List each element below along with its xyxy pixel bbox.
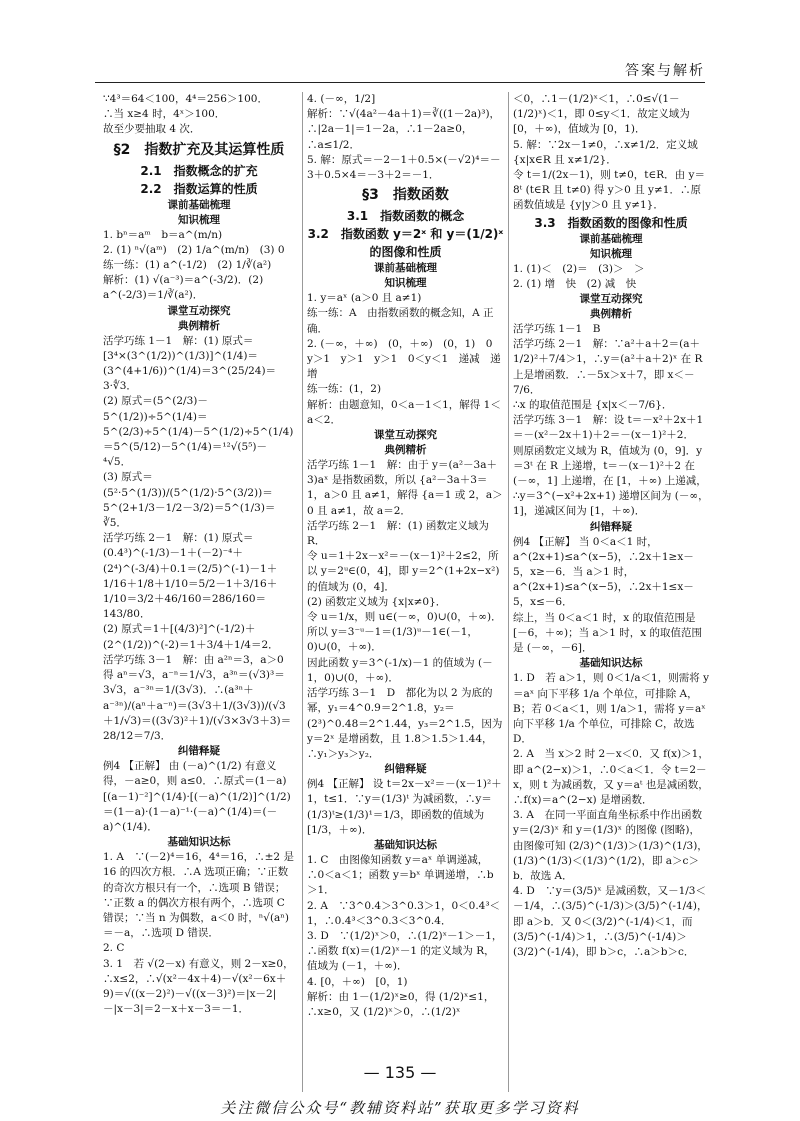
section-heading: 典例精析 xyxy=(178,319,220,332)
section-heading: 纠错释疑 xyxy=(590,520,632,533)
text-line: 4. [0，＋∞) [0，1) xyxy=(307,975,408,988)
text-line: 解析：由题意知，0＜a－1＜1，解得 1＜a＜2． xyxy=(307,398,501,426)
text-line: 例4 【正解】 当 0＜a＜1 时，a^(2x+1)≤a^(x−5)，∴2x＋1≥x－5，x≥－6．当 a＞1 时，a^(2x+1)≤a^(x−5)，∴2x＋1≤x－5，x≤－6． xyxy=(513,535,694,609)
text-line: 4. D ∵y＝(3/5)ˣ 是减函数，又－1/3＜－1/4，∴(3/5)^(-1/3)＞(3/5)^(-1/4)，即 a＞b．又 0＜(3/2)^(-1/4)＜1，而 (3/5)^(-1/4)＞1，∴(3/5)^(-1/4)＞(3/2)^(-1/4)，即 b＞c，∴a＞b＞c． xyxy=(513,885,708,958)
section-heading: 2.2 指数运算的性质 xyxy=(140,181,258,196)
section-heading: 课堂互动探究 xyxy=(579,293,643,306)
section-heading: 2.1 指数概念的扩充 xyxy=(140,163,258,178)
section-heading: 纠错释疑 xyxy=(384,763,427,776)
text-line: 2. (1) 增 快 (2) 减 快 xyxy=(513,277,637,290)
text-line: 2. A 当 x＞2 时 2－x＜0．又 f(x)＞1，即 a^(2−x)＞1，∴0＜a＜1．令 t＝2－x，则 t 为减函数，又 y＝aᵗ 也是减函数，∴f(x)＝a^(2−x) 是增函数． xyxy=(513,748,709,806)
text-line: 故至少要抽取 4 次． xyxy=(103,123,201,136)
section-heading: 课堂互动探究 xyxy=(374,429,437,442)
section-heading: §3 指数函数 xyxy=(362,187,449,204)
column-right xyxy=(508,92,709,1092)
text-line: 活学巧练 1－1 B xyxy=(513,323,601,336)
text-line: 5. 解：∵2x－1≠0，∴x≠1/2．定义域 {x|x∈R 且 x≠1/2}． xyxy=(513,138,698,166)
text-line: 活学巧练 3－1 解：设 t＝－x²＋2x＋1＝－(x²－2x＋1)＋2＝－(x－1)²＋2． xyxy=(513,414,704,442)
text-line: 活学巧练 2－1 解：(1) 原式＝(0.4³)^(-1/3)－1＋(－2)⁻⁴＋(2⁴)^(-3/4)＋0.1＝(2/5)^(-1)－1＋1/16＋1/8＋1/10＝5/2－1＋3/16＋1/10＝3/2＋46/160＝286/160＝143/80． xyxy=(103,532,278,621)
section-heading: 课前基础梳理 xyxy=(579,232,643,245)
text-line: 则原函数定义域为 R，值域为 (0，9]．y＝3ᵗ 在 R 上递增，t＝－(x－1)²＋2 在 (－∞，1] 上递增，在 [1，＋∞) 上递减， xyxy=(513,444,707,488)
text-line: 活学巧练 2－1 解：(1) 函数定义域为 R． xyxy=(307,519,489,548)
section-heading: 典例精析 xyxy=(590,308,632,321)
text-line: 3. A 在同一平面直角坐标系中作出函数 y＝(2/3)ˣ 和 y＝(1/3)ˣ 的图像 (图略)，由图像可知 (2/3)^(1/3)＞(1/3)^(1/3)，(1/3)^(1/3)＜(1/3)^(1/2)，即 a＞c＞b．故选 A． xyxy=(513,809,708,882)
page-number: — 135 — xyxy=(363,1063,437,1082)
text-line: (2) 函数定义域为 {x|x≠0}． xyxy=(307,595,447,608)
text-line: (2) 原式＝(5^(2/3)－5^(1/2))÷5^(1/4)＝5^(2/3)÷5^(1/4)－5^(1/2)÷5^(1/4)＝5^(5/12)－5^(1/4)＝¹²√(5⁵)－⁴√5． xyxy=(103,395,294,469)
section-heading: 课前基础梳理 xyxy=(167,198,231,211)
section-heading: 知识梳理 xyxy=(590,247,632,260)
text-line: 令 t＝1/(2x－1)，则 t≠0，t∈R．由 y＝8ᵗ (t∈R 且 t≠0) 得 y＞0 且 y≠1．∴原函数值域是 {y|y＞0 且 y≠1}． xyxy=(513,169,705,212)
section-heading: 典例精析 xyxy=(384,444,427,457)
text-line: 活学巧练 2－1 解：∵a²＋a＋2＝(a＋1/2)²＋7/4＞1，∴y＝(a²＋a＋2)ˣ 在 R 上是增函数．∴－5x＞x＋7，即 x＜－7/6． xyxy=(513,338,703,396)
text-line: 活学巧练 3－1 D 都化为以 2 为底的幂，y₁＝4^0.9＝2^1.8，y₂＝(2³)^0.48＝2^1.44，y₃＝2^1.5，因为 y＝2ˣ 是增函数，且 1.8＞1.5＞1.44，∴y₁＞y₃＞y₂． xyxy=(307,687,503,760)
section-heading: 课堂互动探究 xyxy=(167,304,231,317)
section-heading: 课前基础梳理 xyxy=(374,262,437,275)
section-heading: 3.3 指数函数的图像和性质 xyxy=(534,215,688,230)
text-line: ∵4³＝64＜100，4⁴＝256＞100． xyxy=(103,93,268,105)
section-heading: 知识梳理 xyxy=(178,213,220,226)
text-line: ＜0，∴1－(1/2)ˣ＜1，∴0≤√(1－(1/2)ˣ)＜1，即 0≤y＜1．故定义域为 [0，＋∞)，值域为 [0，1)． xyxy=(513,93,690,136)
text-line: 1. y＝aˣ (a＞0 且 a≠1) xyxy=(307,292,422,305)
text-line: 2. (－∞，＋∞) (0，＋∞) (0，1) 0 y＞1 y＞1 y＞1 0＜y＜1 递减 递增 xyxy=(307,337,503,381)
section-heading: 纠错释疑 xyxy=(178,745,220,758)
column-left xyxy=(103,92,295,1017)
section-heading: 基础知识达标 xyxy=(579,657,643,670)
section-heading: 基础知识达标 xyxy=(374,838,437,851)
section-heading: 知识梳理 xyxy=(384,277,427,290)
text-line: 活学巧练 1－1 解：由于 y＝(a²－3a＋3)aˣ 是指数函数，所以 {a²－3a＋3＝1，a＞0 且 a≠1，解得 {a＝1 或 2，a＞0 且 a≠1，故 a＝2． xyxy=(307,459,503,517)
page-header xyxy=(95,60,705,83)
text-line: 1. A ∵(－2)⁴＝16，4⁴＝16，∴±2 是 16 的四次方根．∴A 选项正确；∵正数的奇次方根只有一个，∴选项 B 错误；∵正数 a 的偶次方根有两个，∴选项 C 错误；∵当 n 为偶数，a＜0 时，ⁿ√(aⁿ)＝－a，∴选项 D 错误． xyxy=(103,851,294,940)
text-line: 3. D ∵(1/2)ˣ＞0，∴(1/2)ˣ－1＞－1，∴函数 f(x)＝(1/2)ˣ－1 的定义域为 R，值域为 (－1，＋∞)． xyxy=(307,929,503,973)
text-line: 4. (－∞，1/2] xyxy=(307,93,376,105)
footer-text: 关注微信公众号“教辅资料站”获取更多学习资料 xyxy=(220,1099,580,1117)
text-line: ∴y＝3^(−x²+2x+1) 递增区间为 (－∞，1]，递减区间为 [1，＋∞)． xyxy=(513,490,709,518)
text-line: 解析：由 1－(1/2)ˣ≥0，得 (1/2)ˣ≤1，∴x≥0，又 (1/2)ˣ＞0，∴(1/2)ˣ xyxy=(307,990,495,1018)
text-line: 例4 【正解】 由 (－a)^(1/2) 有意义得，－a≥0，则 a≤0．∴原式＝(1－a)[(a－1)⁻²]^(1/4)·[(－a)^(1/2)]^(1/2)＝(1－a)·(1－a)⁻¹·(－a)^(1/4)＝(－a)^(1/4)． xyxy=(103,760,291,833)
text-line: 1. bⁿ＝aᵐ b＝a^(m/n) xyxy=(103,228,223,241)
section-heading: 3.1 指数函数的概念 xyxy=(346,209,465,224)
text-line: 1. (1)＜ (2)＝ (3)＞ ＞ xyxy=(513,262,645,275)
text-line: 2. (1) ⁿ√(aᵐ) (2) 1/a^(m/n) (3) 0 xyxy=(103,243,285,256)
text-line: 练一练：A 由指数函数的概念知，A 正确． xyxy=(307,307,494,335)
text-line: 解析：(1) √(a⁻³)＝a^(-3/2)．(2) a^(-2/3)＝1/∛(a²)． xyxy=(103,274,264,302)
text-line: ∴x 的取值范围是 {x|x＜－7/6}． xyxy=(513,399,673,412)
text-line: 1. C 由图像知函数 y＝aˣ 单调递减，∴0＜a＜1；函数 y＝bˣ 单调递增，∴b＞1． xyxy=(307,853,494,897)
text-line: 令 u＝1＋2x－x²＝－(x－1)²＋2≤2，所以 y＝2ᵘ∈(0，4]，即 y＝2^(1+2x−x²) 的值域为 (0，4]． xyxy=(307,550,500,593)
text-line: 活学巧练 1－1 解：(1) 原式＝[3⁴×(3^(1/2))^(1/3)]^(1/4)＝(3^(4+1/6))^(1/4)＝3^(25/24)＝3·∜3． xyxy=(103,334,277,393)
header-title: 答案与解析 xyxy=(625,63,705,79)
text-line: 活学巧练 3－1 解：由 a²ⁿ＝3，a＞0 得 aⁿ＝√3，a⁻ⁿ＝1/√3，a³ⁿ＝(√3)³＝3√3，a⁻³ⁿ＝1/(3√3)．∴(a³ⁿ＋a⁻³ⁿ)/(aⁿ＋a⁻ⁿ)＝(3√3＋1/(3√3))/(√3＋1/√3)＝((3√3)²＋1)/(√3×3√3＋3)＝28/12＝7/3． xyxy=(103,653,292,742)
text-line: 1. D 若 a＞1，则 0＜1/a＜1，则需将 y＝aˣ 向下平移 1/a 个单位，可排除 A，B；若 0＜a＜1，则 1/a＞1，需将 y＝aˣ 向下平移 1/a 个单位，可排除 C，故选 D． xyxy=(513,672,709,746)
text-line: 2. C xyxy=(103,942,125,955)
text-line: (2) 原式＝1＋[(4/3)²]^(-1/2)＋(2^(1/2))^(-2)＝1＋3/4＋1/4＝2． xyxy=(103,623,279,651)
section-heading: §2 指数扩充及其运算性质 xyxy=(113,141,285,158)
text-line: 练一练：(1) a^(-1/2) (2) 1/∛(a²) xyxy=(103,259,272,272)
text-line: (3) 原式＝(5²·5^(1/3))/(5^(1/2)·5^(3/2))＝5^(2+1/3－1/2－3/2)＝5^(1/3)＝∛5． xyxy=(103,471,276,530)
text-line: 令 u＝1/x，则 u∈(－∞，0)∪(0，＋∞)．所以 y＝3⁻ᵘ－1＝(1/3)ᵘ－1∈(－1，0)∪(0，＋∞)． xyxy=(307,611,502,654)
text-line: 5. 解：原式＝－2－1＋0.5×(－√2)⁴＝－3＋0.5×4＝－3＋2＝－1． xyxy=(307,153,501,182)
section-heading: 3.2 指数函数 y＝2ˣ 和 y＝(1/2)ˣ 的图像和性质 xyxy=(307,227,504,260)
text-line: 综上，当 0＜a＜1 时，x 的取值范围是 [－6，＋∞)；当 a＞1 时，x 的取值范围是 (－∞，－6]． xyxy=(513,611,702,655)
text-line: 练一练：(1，2) xyxy=(307,383,382,396)
section-heading: 基础知识达标 xyxy=(167,836,231,849)
text-line: 因此函数 y＝3^(-1/x)－1 的值域为 (－1，0)∪(0，＋∞)． xyxy=(307,656,493,684)
text-line: ∴当 x≥4 时，4ˣ＞100． xyxy=(103,108,226,121)
text-line: 例4 【正解】 设 t＝2x－x²＝－(x－1)²＋1，t≤1．∵y＝(1/3)ᵗ 为减函数，∴y＝(1/3)ᵗ≥(1/3)¹＝1/3，即函数的值域为 [1/3，＋∞)． xyxy=(307,778,502,836)
column-middle xyxy=(302,92,504,1092)
text-line: 3. 1 若 √(2－x) 有意义，则 2－x≥0，∴x≤2，∴√(x²－4x＋4)－√(x²－6x＋9)＝√((x－2)²)－√((x－3)²)＝|x－2|－|x－3|＝2－x＋x－3＝－1． xyxy=(103,957,294,1016)
text-line: 解析：∵√(4a²－4a＋1)＝∛((1－2a)³)，∴|2a－1|＝1－2a，∴1－2a≥0，∴a≤1/2． xyxy=(307,108,501,151)
text-line: 2. A ∵3^0.4＞3^0.3＞1，0＜0.4³＜1，∴0.4³＜3^0.3＜3^0.4． xyxy=(307,899,501,927)
